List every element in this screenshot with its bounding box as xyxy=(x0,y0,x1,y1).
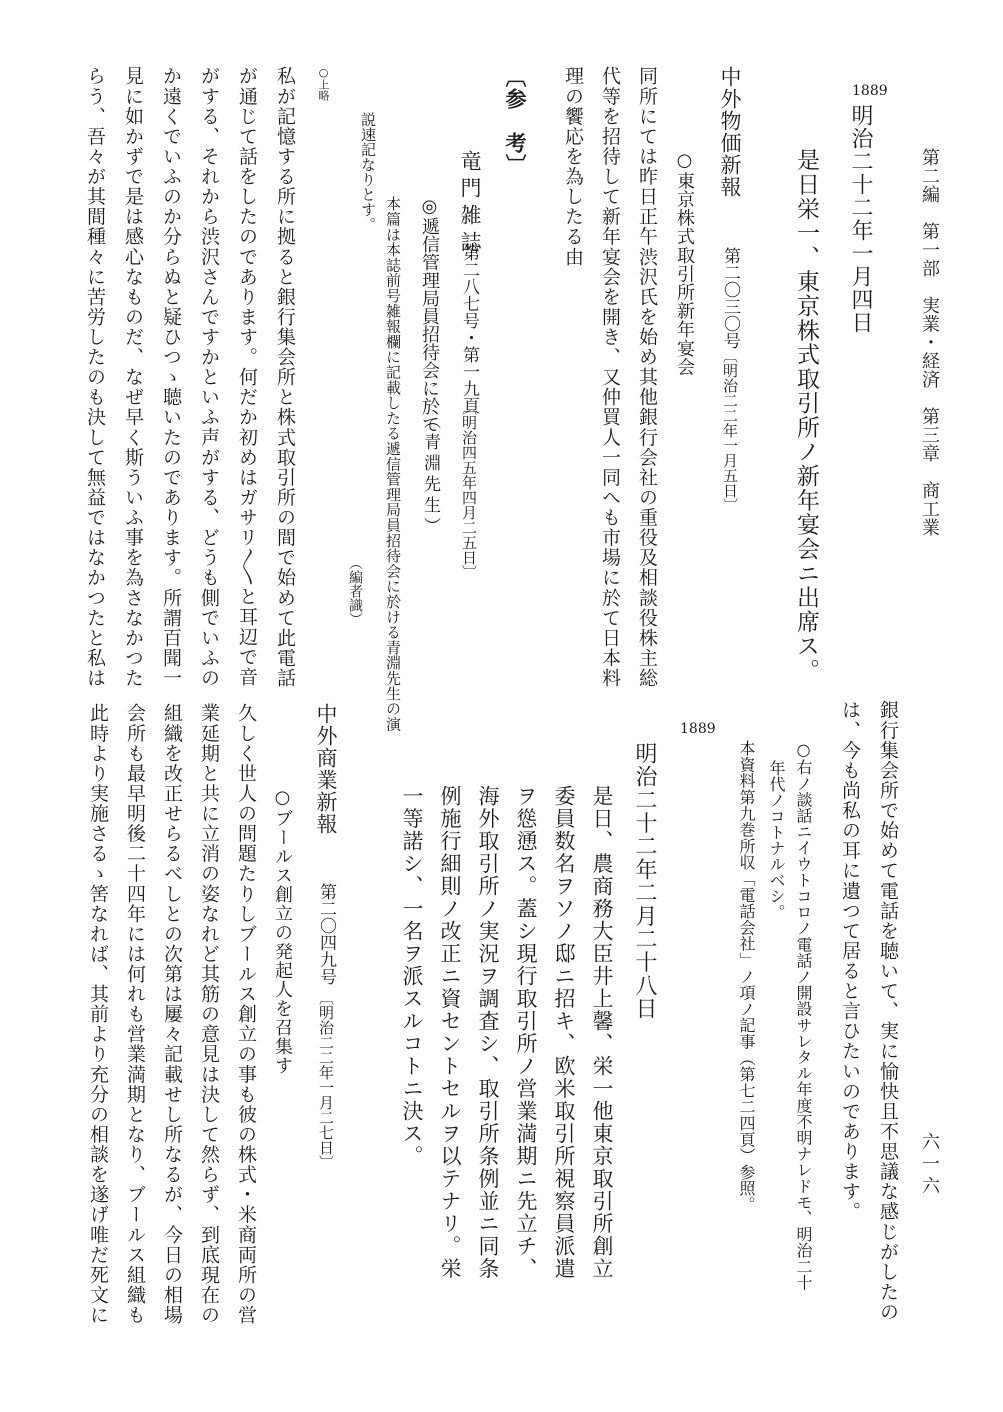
speech-line: がする、それから渋沢さんですかといふ声がする、どうも側でいふの xyxy=(198,66,220,688)
speech-line: 私が記憶する所に拠ると銀行集会所と株式取引所の間で始めて此電話 xyxy=(274,66,296,688)
year-marker: 1889 xyxy=(852,83,888,99)
source-title: 中外商業新報 xyxy=(314,703,338,835)
speech-line: か遠くでいふのか分らぬと疑ひつゝ聴いたのであります。所謂百聞一 xyxy=(160,66,182,688)
entry-headline: 海外取引所ノ実況ヲ調査シ、取引所条例並ニ同条 xyxy=(476,785,500,1280)
source-issue: 第二〇三〇号 xyxy=(720,247,740,349)
reference-marker: 〔参 考〕 xyxy=(503,66,528,176)
speech-line: は、今も尚私の耳に遺つて居ると言ひたいのであります。 xyxy=(839,700,861,1222)
article-subtitle: ○東京株式取引所新年宴会 xyxy=(674,150,695,377)
source-date: 〔明治二二年一月五日〕 xyxy=(721,348,739,513)
speech-line: 見に如かずで是は感心なものだ、なぜ早く斯ういふ事を為さなかつた xyxy=(122,66,144,688)
article-line: 久しく世人の問題たりしブールス創立の事も彼の株式・米商両所の営 xyxy=(235,703,257,1325)
source-date: 〔明治二二年一月二七日〕 xyxy=(317,990,335,1170)
editorial-note: 説速記なりとす。 xyxy=(359,112,377,232)
entry-date: 明治二十二年一月四日 xyxy=(848,104,873,334)
entry-headline: 是日、農商務大臣井上馨、栄一他東京取引所創立 xyxy=(590,785,614,1280)
speech-line: らう、吾々が其間種々に苦労したのも決して無益ではなかつたと私は xyxy=(84,66,106,688)
running-head: 第二編 第一部 実業・経済 第三章 商工業 xyxy=(919,148,940,537)
compiler-note: 年代ノコトナルベシ。 xyxy=(767,760,786,920)
source-issue: 第二〇四九号 xyxy=(316,883,336,985)
editorial-note: 本篇は本誌前号雑報欄に記載したる遞信管理局員招待会に於ける青淵先生の演 xyxy=(384,196,402,732)
article-line: 同所にては昨日正午渋沢氏を始め其他銀行会社の重役及相談役株主総 xyxy=(636,66,658,688)
entry-headline: 委員数名ヲソノ邸ニ招キ、欧米取引所視察員派遣 xyxy=(552,785,576,1280)
editor-signature: （編者識） xyxy=(347,556,363,626)
entry-headline: 例施行細則ノ改正ニ資セントセルヲ以テナリ。栄 xyxy=(438,785,462,1280)
article-line: 組織を改正せらるべしとの次第は屢々記載せし所なるが、今日の相場 xyxy=(161,703,183,1325)
article-line: 代等を招待して新年宴会を開き、又仲買人一同へも市場に於て日本料 xyxy=(599,66,621,688)
entry-date: 明治二十二年二月二十八日 xyxy=(632,742,657,1021)
speech-line: 銀行集会所で始めて電話を聴いて、実に愉快且不思議な感じがしたの xyxy=(877,700,899,1322)
article-line: 理の饗応を為したる由 xyxy=(562,66,584,267)
entry-headline: 一等諾シ、一名ヲ派スルコトニ決ス。 xyxy=(400,785,424,1168)
compiler-note: ○右ノ談話ニイウトコロノ電話ノ開設サレタル年度不明ナレドモ、明治二十 xyxy=(794,740,813,1291)
page-number: 六一六 xyxy=(919,1132,940,1198)
source-date: 〔明治四五年四月二五日〕 xyxy=(460,400,478,580)
omission-mark: ○上略 xyxy=(317,66,330,101)
entry-headline: 是日栄一、東京株式取引所ノ新年宴会ニ出席ス。 xyxy=(793,148,819,683)
source-issue: 第二八七号・第一九頁 xyxy=(459,244,479,414)
article-subtitle: ○ブールス創立の発起人を召集す xyxy=(272,787,293,1075)
article-subtitle: ◎遞信管理局員招待会に於て xyxy=(419,196,440,433)
speech-line: が通じて話をしたのであります。何だか初めはガサリ〳〵と耳辺で音 xyxy=(236,66,258,687)
author-label: （青淵先生） xyxy=(420,412,440,538)
source-title: 竜門雑誌 xyxy=(458,150,482,258)
article-line: 会所も最早明後二十四年には何れも営業満期となり、ブールス組織も xyxy=(124,703,146,1325)
entry-headline: ヲ慫慂ス。蓋シ現行取引所ノ営業満期ニ先立チ、 xyxy=(514,785,538,1280)
article-line: 此時より実施さるゝ筈なれば、其前より充分の相談を遂げ唯だ死文に xyxy=(87,703,109,1325)
year-marker: 1889 xyxy=(680,721,716,737)
article-line: 業延期と共に立消の姿なれど其筋の意見は決して然らず、到底現在の xyxy=(198,703,220,1325)
compiler-note: 本資料第九巻所収「電話会社」ノ項ノ記事（第七二四頁）参照。 xyxy=(737,740,756,1213)
source-title: 中外物価新報 xyxy=(718,66,742,198)
